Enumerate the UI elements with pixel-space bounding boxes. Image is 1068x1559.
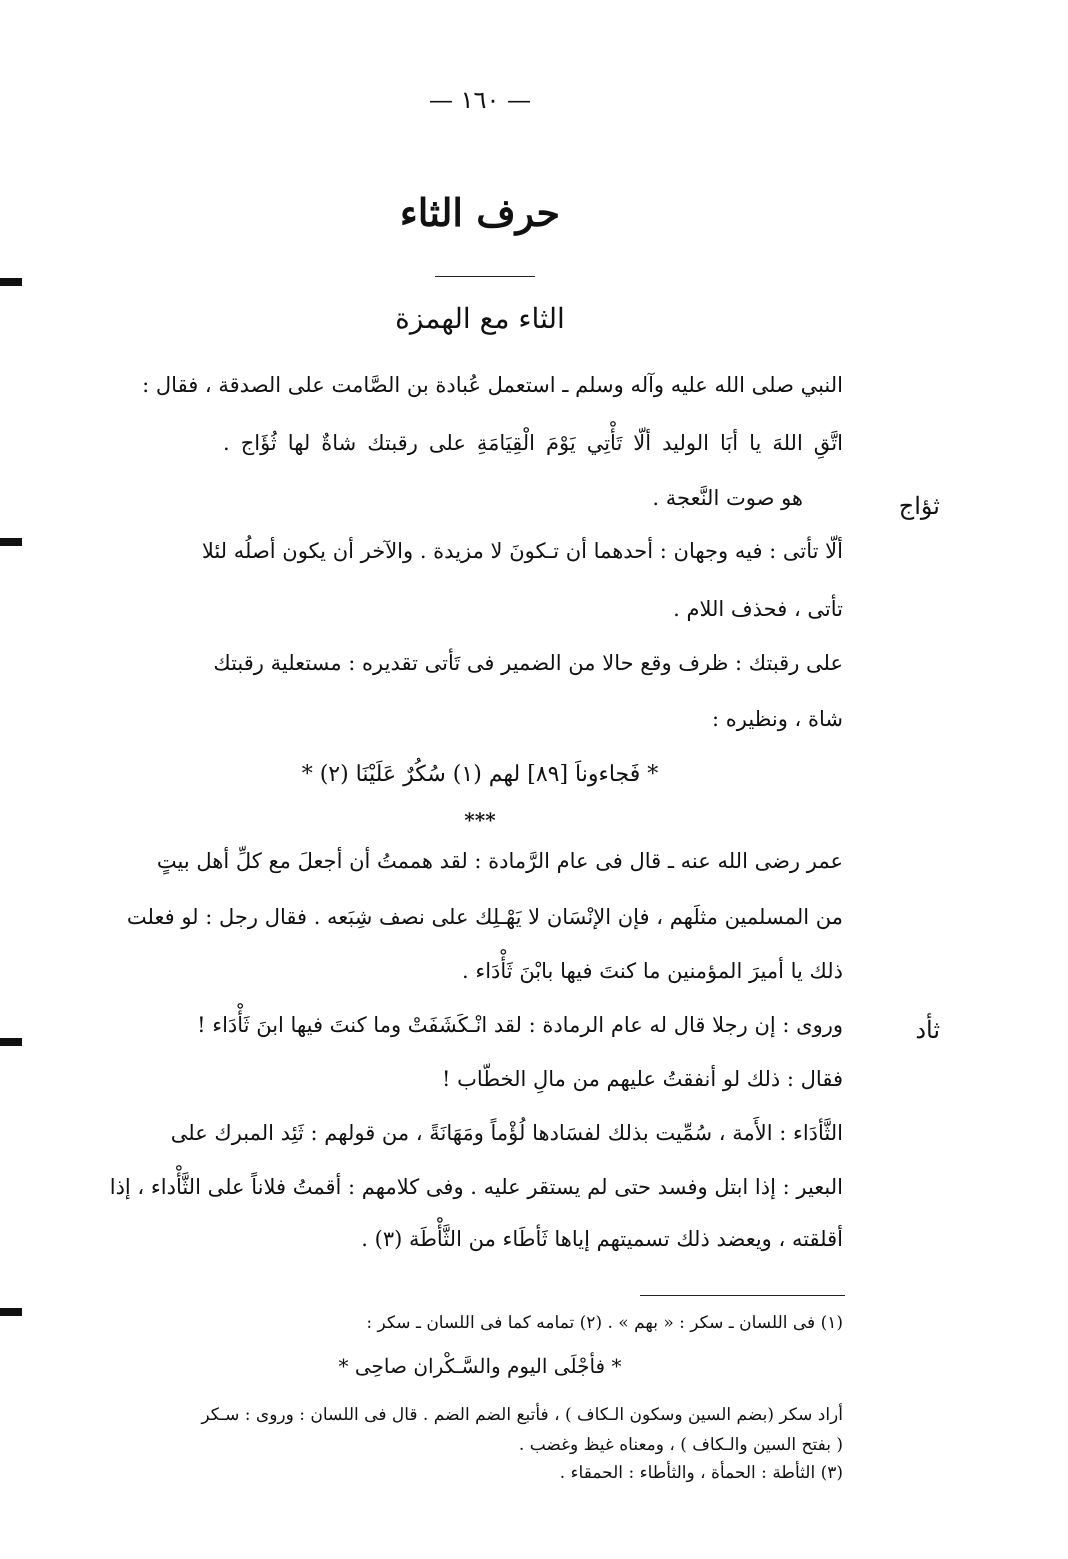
margin-entry-word: ثؤاج xyxy=(898,492,940,520)
title-divider xyxy=(435,276,535,277)
margin-entry-word: ثأد xyxy=(915,1016,940,1044)
body-line: النبي صلى الله عليه وآله وسلم ـ استعمل عُبادة بن الصَّامت على الصدقة ، فقال : xyxy=(142,373,843,397)
page-number: — ١٦٠ — xyxy=(429,86,531,114)
body-line: البعير : إذا ابتل وفسد حتى لم يستقر عليه . وفى كلامهم : أقمتُ فلاناً على الثَّأْداء ، إذا xyxy=(109,1175,843,1199)
body-line: أقلقته ، ويعضد ذلك تسميتهم إياها ثَأطَاء من الثَّأْطَة (٣) . xyxy=(361,1227,843,1251)
scan-edge-mark xyxy=(0,538,22,546)
scan-edge-mark xyxy=(0,1038,22,1046)
body-line: شاة ، ونظيره : xyxy=(711,707,843,731)
body-line: ذلك يا أميرَ المؤمنين ما كنتَ فيها بابْنَ ثَأْدَاء . xyxy=(461,959,843,983)
scan-edge-mark xyxy=(0,278,22,286)
footnote-line: ( بفتح السين والـكاف ) ، ومعناه غيظ وغضب . xyxy=(518,1435,843,1455)
section-title: الثاء مع الهمزة xyxy=(395,302,565,335)
chapter-title: حرف الثاء xyxy=(399,190,561,235)
verse-line: * فَجاءوناَ [٨٩] لهم (١) سُكُرٌ عَلَيْنَا (٢) * xyxy=(301,762,659,787)
body-line: فقال : ذلك لو أنفقتُ عليهم من مالِ الخطّاب ! xyxy=(442,1067,843,1091)
body-line: الثَّأدَاء : الأَمة ، سُمِّيت بذلك لفسَادها لُؤْماً ومَهَانَةً ، من قولهم : ثَئِد المبرك على xyxy=(170,1121,843,1145)
footnote-verse: * فأجْلَى اليوم والسَّـكْران صاحِى * xyxy=(338,1354,622,1378)
body-line: وروى : إن رجلا قال له عام الرمادة : لقد انْـكَشَفَتْ وما كنتَ فيها ابنَ ثَأْدَاء ! xyxy=(197,1013,843,1037)
footnote-line: (١) فى اللسان ـ سكر : « بهم » . (٢) تمامه كما فى اللسان ـ سكر : xyxy=(366,1313,843,1333)
footnote-divider xyxy=(640,1295,845,1296)
body-line: عمر رضى الله عنه ـ قال فى عام الرَّمادة : لقد هممتُ أن أجعلَ مع كلِّ أهل بيتٍ xyxy=(156,849,843,873)
body-line: تأتى ، فحذف اللام . xyxy=(673,597,843,621)
body-line: ألّا تأتى : فيه وجهان : أحدهما أن تـكونَ لا مزيدة . والآخر أن يكون أصلُه لئلا xyxy=(201,539,843,563)
section-separator: *** xyxy=(464,808,496,832)
footnote-line: أراد سكر (بضم السين وسكون الـكاف ) ، فأتبع الضم الضم . قال فى اللسان : وروى : سـكر xyxy=(201,1405,843,1425)
body-line: هو صوت النَّعجة . xyxy=(652,486,803,510)
footnote-line: (٣) الثأطة : الحمأة ، والثأطاء : الحمقاء . xyxy=(559,1463,843,1483)
scan-edge-mark xyxy=(0,1308,22,1316)
body-line: اتَّقِ اللهَ يا أبَا الوليد ألّا تَأْتِي يَوْمَ الْقِيَامَةِ على رقبتك شاةٌ لها ثُؤَاج . xyxy=(223,431,843,455)
body-line: على رقبتك : ظرف وقع حالا من الضمير فى تَأتى تقديره : مستعلية رقبتك xyxy=(213,651,843,675)
body-line: من المسلمين مثلَهم ، فإن الإنْسَان لا يَهْـلِك على نصف شِبَعه . فقال رجل : لو فعلت xyxy=(126,905,843,929)
